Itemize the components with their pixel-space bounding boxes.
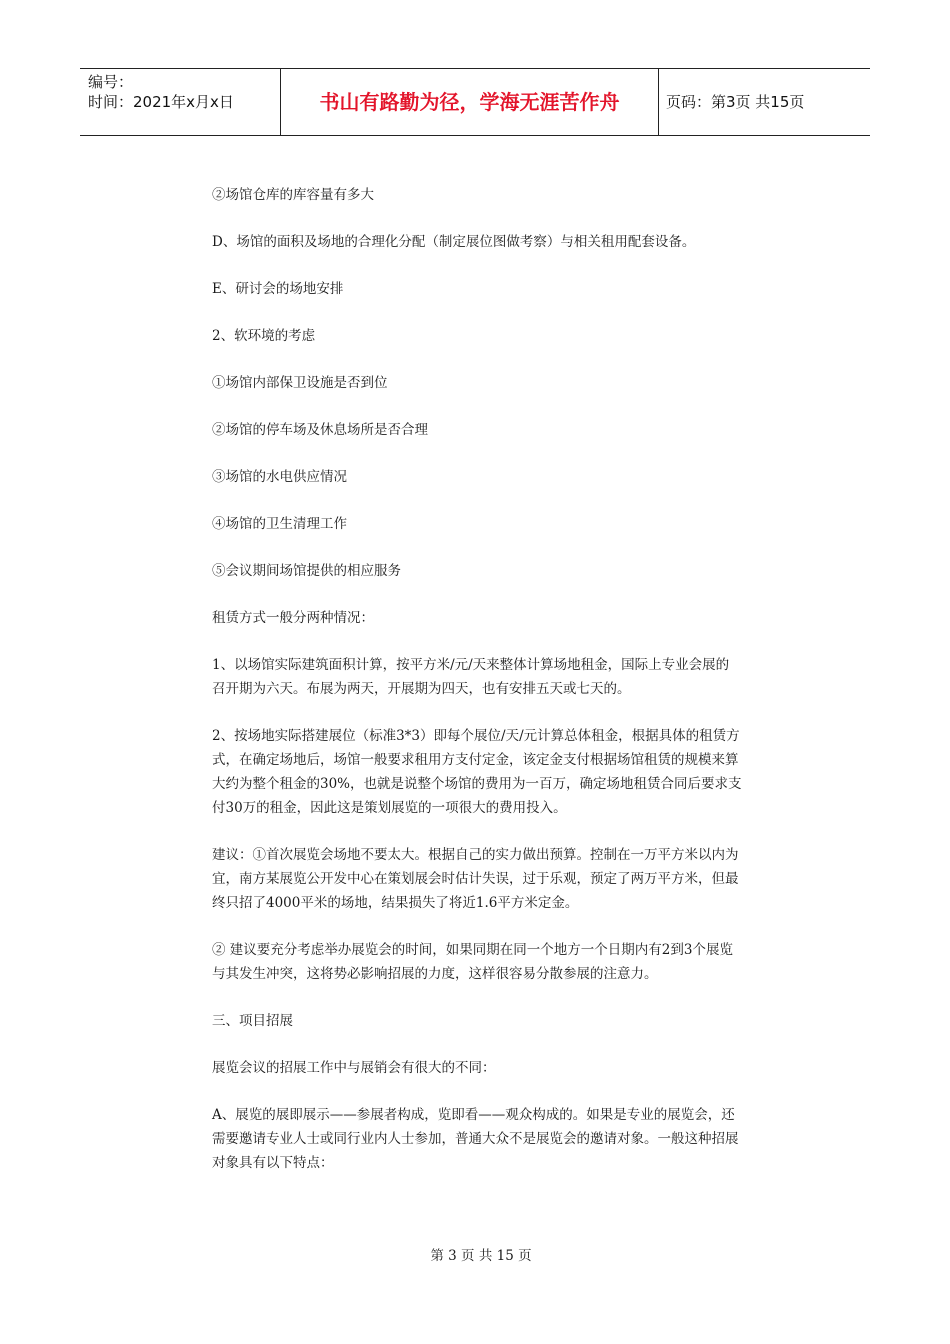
paragraph: 展览会议的招展工作中与展销会有很大的不同： xyxy=(212,1060,496,1076)
document-date-label: 时间：2021年x月x日 xyxy=(88,93,234,111)
header-divider xyxy=(658,69,659,136)
paragraph: ①场馆内部保卫设施是否到位 xyxy=(212,375,388,391)
paragraph: 1、以场馆实际建筑面积计算，按平方米/元/天来整体计算场地租金，国际上专业会展的召开期为六天。布展为两天，开展期为四天，也有安排五天或七天的。 xyxy=(212,657,730,697)
paragraph: 建议：①首次展览会场地不要太大。根据自己的实力做出预算。控制在一万平方米以内为宜，南方某展览公开发中心在策划展会时估计失误，过于乐观，预定了两万平方米，但最终只招了4000平米的场地，结果损失了将近1.6平方米定金。 xyxy=(212,847,739,911)
paragraph: A、展览的展即展示——参展者构成，览即看——观众构成的。如果是专业的展览会，还需要邀请专业人士或同行业内人士参加，普通大众不是展览会的邀请对象。一般这种招展对象具有以下特点： xyxy=(212,1107,739,1171)
paragraph: ②场馆仓库的库容量有多大 xyxy=(212,187,374,203)
paragraph: ②场馆的停车场及休息场所是否合理 xyxy=(212,422,428,438)
document-number-label: 编号： xyxy=(88,73,134,91)
paragraph: 2、软环境的考虑 xyxy=(212,328,316,344)
page-footer: 第 3 页 共 15 页 xyxy=(430,1248,532,1264)
document-body xyxy=(212,183,742,1198)
page-header xyxy=(80,68,870,136)
paragraph: ② 建议要充分考虑举办展览会的时间，如果同期在同一个地方一个日期内有2到3个展览与其发生冲突，这将势必影响招展的力度，这样很容易分散参展的注意力。 xyxy=(212,942,733,982)
section-heading: 三、项目招展 xyxy=(212,1013,293,1029)
paragraph: E、研讨会的场地安排 xyxy=(212,281,344,297)
paragraph: ⑤会议期间场馆提供的相应服务 xyxy=(212,563,401,579)
paragraph: D、场馆的面积及场地的合理化分配（制定展位图做考察）与相关租用配套设备。 xyxy=(212,234,696,250)
header-motto: 书山有路勤为径，学海无涯苦作舟 xyxy=(319,90,620,114)
paragraph: 租赁方式一般分两种情况： xyxy=(212,610,374,626)
header-page-info: 页码：第3页 共15页 xyxy=(666,93,805,111)
paragraph: ③场馆的水电供应情况 xyxy=(212,469,347,485)
paragraph: 2、按场地实际搭建展位（标准3*3）即每个展位/天/元计算总体租金，根据具体的租赁方式，在确定场地后，场馆一般要求租用方支付定金，该定金支付根据场馆租赁的规模来算大约为整个租金的30%，也就是说整个场馆的费用为一百万，确定场地租赁合同后要求支付30万的租金，因此这是策划展览的一项很大的费用投入。 xyxy=(212,728,742,816)
header-meta xyxy=(88,72,278,112)
paragraph: ④场馆的卫生清理工作 xyxy=(212,516,347,532)
